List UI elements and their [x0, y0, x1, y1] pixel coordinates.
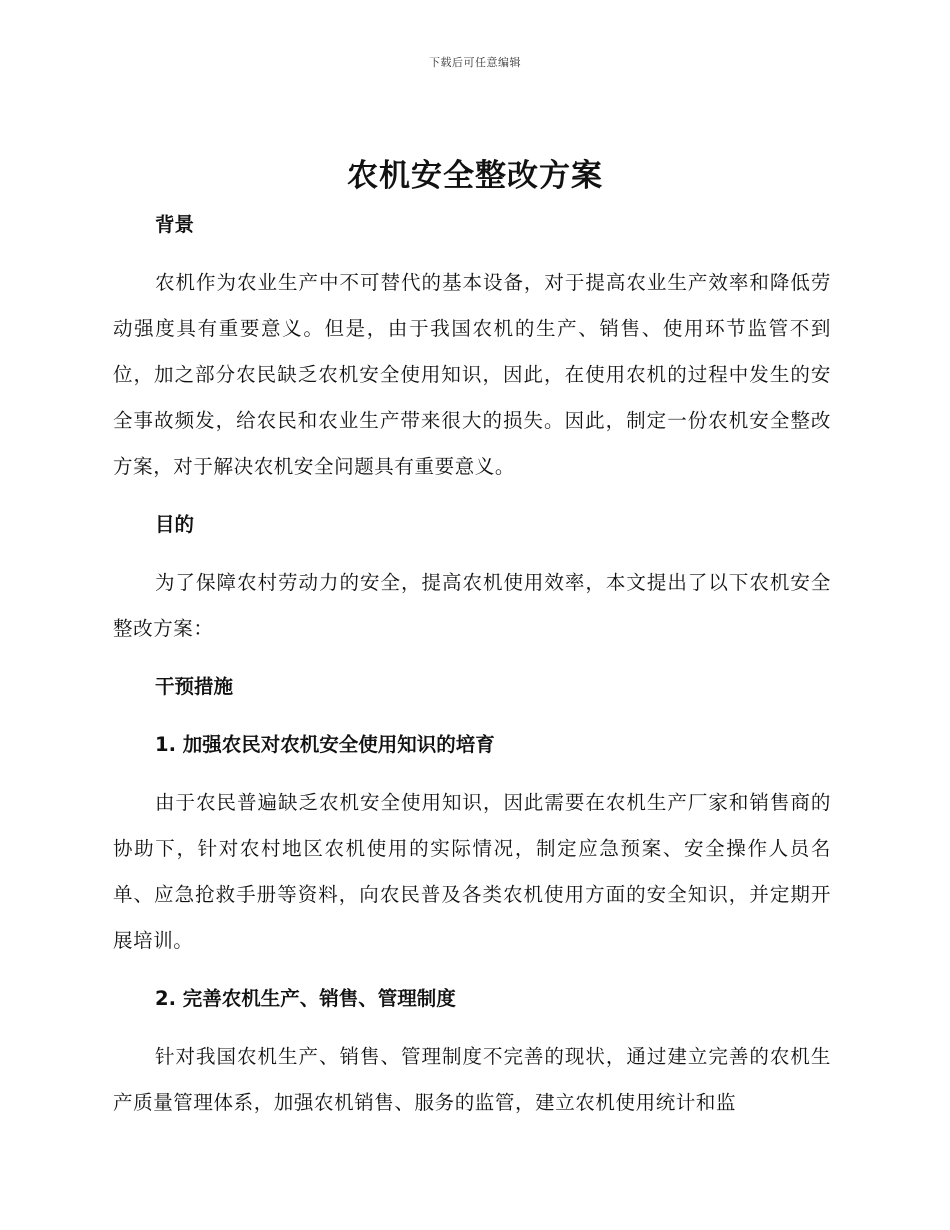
- paragraph-background: 农机作为农业生产中不可替代的基本设备，对于提高农业生产效率和降低劳动强度具有重要意义。但是，由于我国农机的生产、销售、使用环节监管不到位，加之部分农民缺乏农机安全使用知识，因此，在使用农机的过程中发生的安全事故频发，给农民和农业生产带来很大的损失。因此，制定一份农机安全整改方案，对于解决农机安全问题具有重要意义。: [113, 271, 831, 478]
- paragraph-purpose: 为了保障农村劳动力的安全，提高农机使用效率，本文提出了以下农机安全整改方案：: [113, 571, 831, 640]
- document-body: [113, 202, 831, 1126]
- paragraph-measure-2: 针对我国农机生产、销售、管理制度不完善的现状，通过建立完善的农机生产质量管理体系，加强农机销售、服务的监管，建立农机使用统计和监: [113, 1045, 831, 1114]
- section-heading-measures: 干预措施: [155, 675, 234, 698]
- subheading-measure-2: 2. 完善农机生产、销售、管理制度: [155, 987, 456, 1010]
- document-title: 农机安全整改方案: [347, 158, 603, 194]
- subheading-measure-1: 1. 加强农民对农机安全使用知识的培育: [155, 733, 495, 756]
- section-heading-purpose: 目的: [155, 513, 195, 536]
- paragraph-measure-1: 由于农民普遍缺乏农机安全使用知识，因此需要在农机生产厂家和销售商的协助下，针对农村地区农机使用的实际情况，制定应急预案、安全操作人员名单、应急抢救手册等资料，向农民普及各类农机使用方面的安全知识，并定期开展培训。: [113, 791, 831, 952]
- page-header-note: 下载后可任意编辑: [429, 56, 521, 69]
- section-heading-background: 背景: [155, 213, 195, 236]
